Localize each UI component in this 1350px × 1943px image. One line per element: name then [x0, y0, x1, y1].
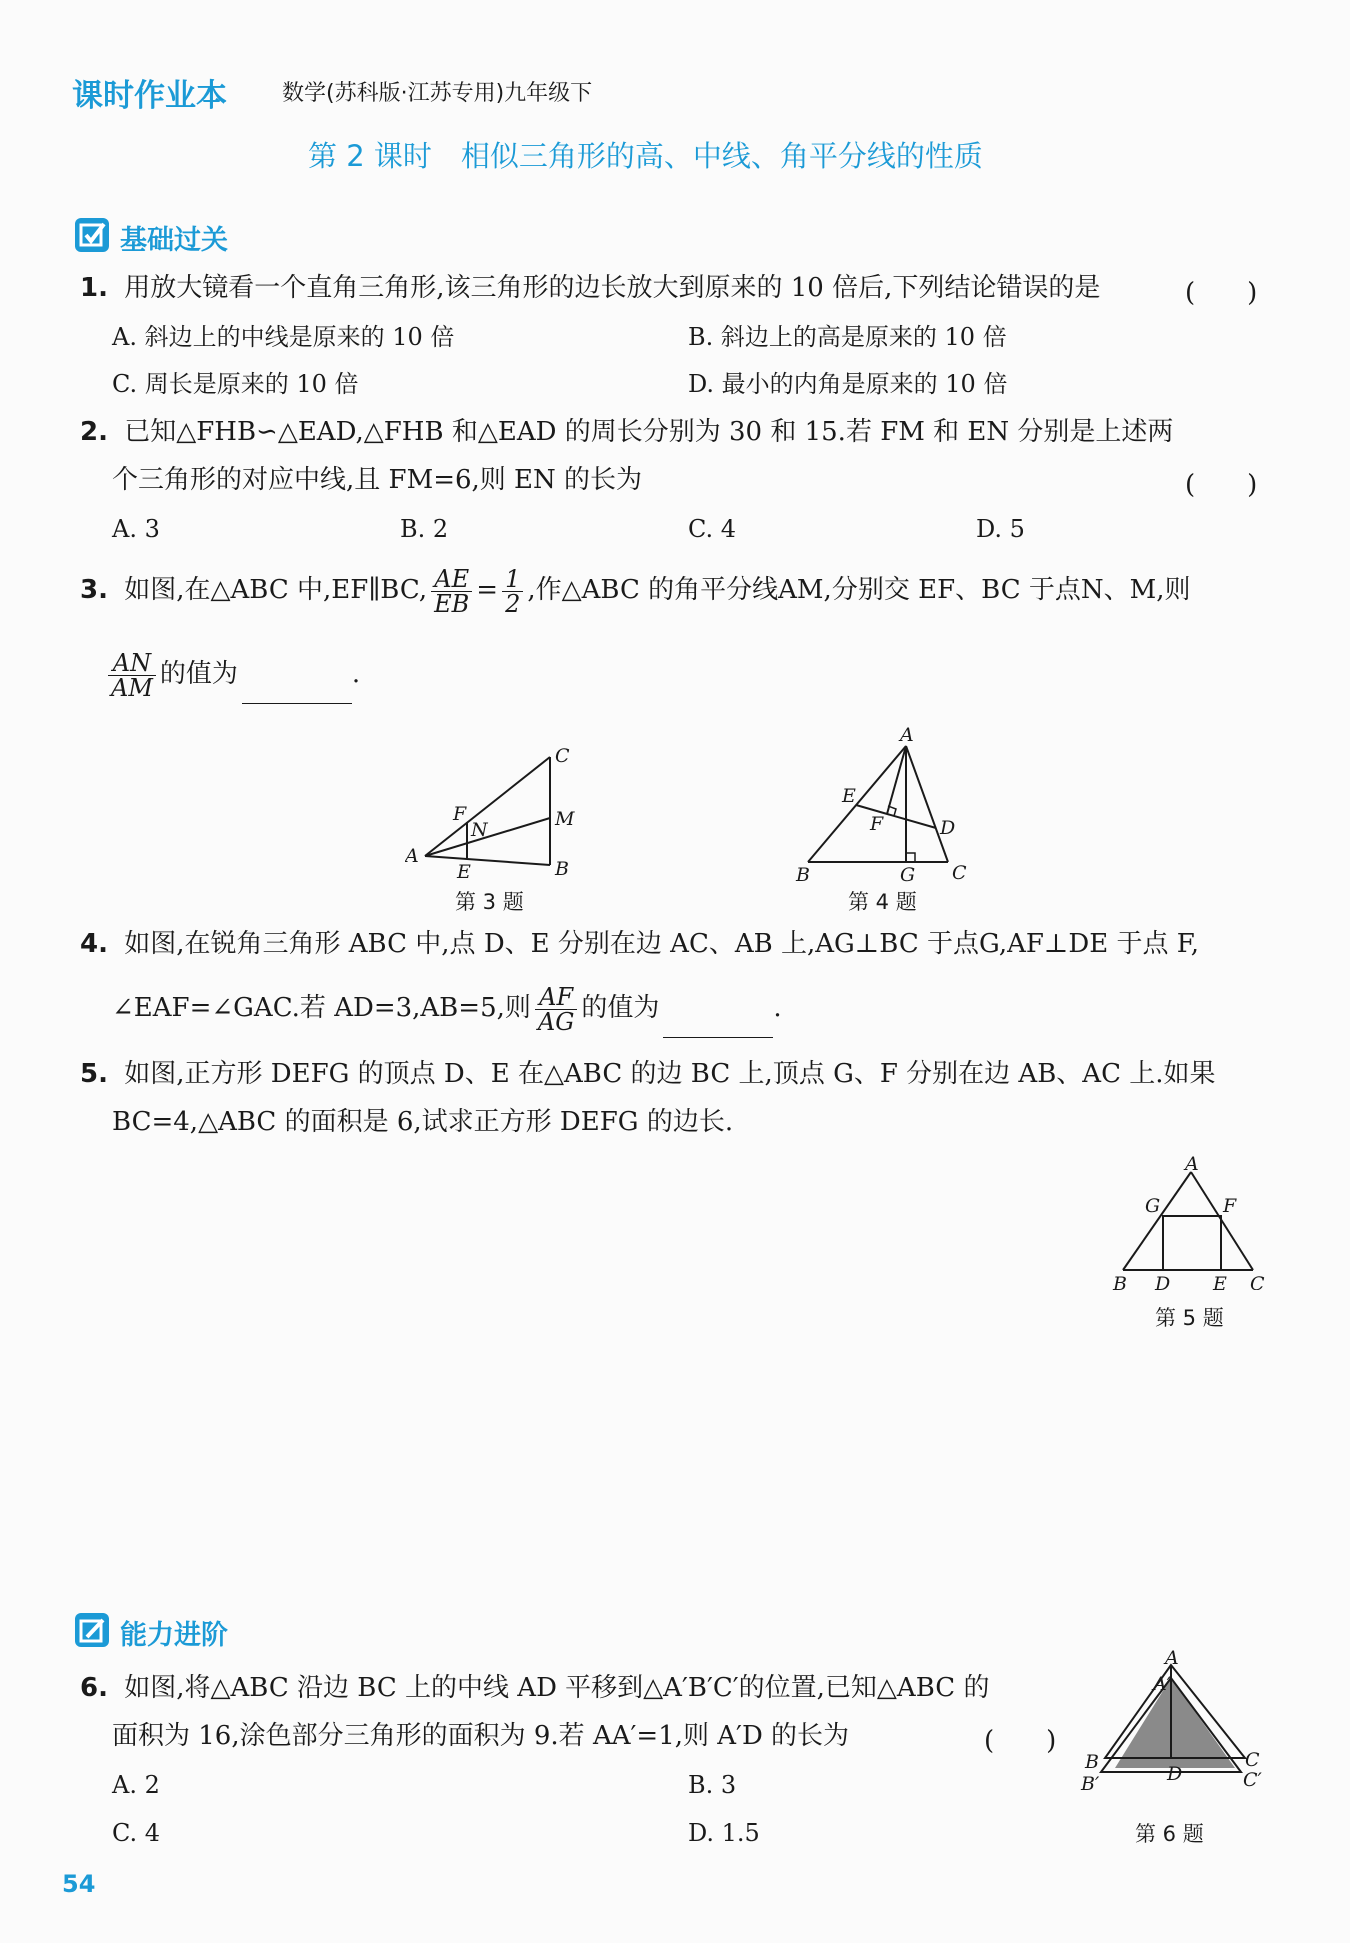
question-4-line2: ∠EAF=∠GAC.若 AD=3,AB=5,则 $\frac{AF}{AG}$ 的值为 . — [112, 978, 782, 1038]
question-6 — [80, 1670, 989, 1706]
option-c: C. 4 — [112, 1819, 161, 1847]
figure-5 — [1105, 1150, 1265, 1290]
label-c: C — [555, 745, 570, 767]
question-text: 如图,在△ABC 中,EF∥BC, — [124, 575, 428, 605]
label-a: A — [405, 845, 419, 867]
figure-6 — [1075, 1650, 1275, 1820]
question-text: 已知△FHB∽△EAD,△FHB 和△EAD 的周长分别为 30 和 15.若 FM 和 EN 分别是上述两 — [124, 417, 1174, 447]
label-b: B — [555, 858, 569, 880]
question-5 — [80, 1056, 1216, 1092]
label-c: C — [1245, 1749, 1260, 1771]
option-a: A. 2 — [112, 1771, 160, 1799]
label-a: A — [1185, 1153, 1199, 1175]
label-d: D — [1155, 1273, 1171, 1290]
question-1 — [80, 270, 1100, 306]
subject-title: 数学(苏科版·江苏专用)九年级下 — [282, 81, 593, 106]
label-f: F — [870, 813, 884, 835]
label-c-prime: C′ — [1243, 1769, 1262, 1791]
label-b: B — [796, 864, 810, 886]
figure-5-caption: 第 5 题 — [1155, 1306, 1224, 1330]
option-d: D. 最小的内角是原来的 10 倍 — [688, 370, 1008, 398]
label-m: M — [555, 808, 575, 830]
page-number: 54 — [62, 1870, 96, 1898]
option-d: D. 1.5 — [688, 1819, 760, 1847]
question-4 — [80, 926, 1199, 962]
label-c: C — [952, 862, 967, 884]
question-number: 3. — [80, 575, 108, 605]
option-b: B. 斜边上的高是原来的 10 倍 — [688, 323, 1007, 351]
figure-4 — [790, 726, 980, 886]
label-g: G — [900, 864, 916, 886]
label-e: E — [842, 785, 856, 807]
fraction-ae-eb: $\frac{AE}{EB}$ — [431, 567, 472, 616]
label-n: N — [471, 819, 488, 841]
figure-3 — [405, 740, 595, 890]
section-basic-title: 基础过关 — [120, 225, 228, 256]
figure-3-caption: 第 3 题 — [455, 890, 524, 914]
question-2 — [80, 414, 1173, 450]
option-b: B. 2 — [400, 515, 449, 543]
label-a: A — [1165, 1650, 1179, 1669]
label-b: B — [1113, 1273, 1127, 1290]
question-text: 如图,在锐角三角形 ABC 中,点 D、E 分别在边 AC、AB 上,AG⊥BC 于点G,AF⊥DE 于点 F, — [124, 929, 1199, 959]
question-number: 4. — [80, 929, 108, 959]
label-b-prime: B′ — [1081, 1773, 1100, 1795]
answer-paren: ( ) — [984, 1726, 1057, 1756]
question-text: 用放大镜看一个直角三角形,该三角形的边长放大到原来的 10 倍后,下列结论错误的是 — [124, 273, 1101, 303]
answer-paren: ( ) — [1185, 278, 1258, 308]
answer-blank[interactable] — [663, 1013, 773, 1038]
option-c: C. 4 — [688, 515, 737, 543]
question-3: 3. 如图,在△ABC 中,EF∥BC, $\frac{AE}{EB}$ = $\frac{1}{2}$ ,作△ABC 的角平分线AM,分别交 EF、BC 于点N、M,则 — [80, 564, 1191, 618]
option-d: D. 5 — [976, 515, 1025, 543]
label-e: E — [457, 861, 471, 883]
question-6-line2: 面积为 16,涂色部分三角形的面积为 9.若 AA′=1,则 A′D 的长为 — [112, 1721, 850, 1751]
checkbox-icon — [75, 218, 109, 252]
option-c: C. 周长是原来的 10 倍 — [112, 370, 359, 398]
label-d: D — [1167, 1763, 1183, 1785]
question-3-line2: $\frac{AN}{AM}$ 的值为 . — [108, 644, 360, 704]
label-g: G — [1145, 1195, 1161, 1217]
fraction-an-am: $\frac{AN}{AM}$ — [108, 651, 156, 700]
answer-paren: ( ) — [1185, 470, 1258, 500]
option-a: A. 3 — [112, 515, 160, 543]
lesson-title: 第 2 课时 相似三角形的高、中线、角平分线的性质 — [308, 139, 983, 173]
pencil-icon — [75, 1613, 109, 1647]
fraction-af-ag: $\frac{AF}{AG}$ — [535, 985, 578, 1034]
label-a: A — [900, 726, 914, 746]
label-b: B — [1085, 1751, 1099, 1773]
option-a: A. 斜边上的中线是原来的 10 倍 — [112, 323, 455, 351]
label-a-prime: A′ — [1153, 1673, 1172, 1695]
label-f: F — [1223, 1195, 1237, 1217]
option-b: B. 3 — [688, 1771, 737, 1799]
figure-4-caption: 第 4 题 — [848, 890, 917, 914]
question-text: 如图,将△ABC 沿边 BC 上的中线 AD 平移到△A′B′C′的位置,已知△ABC 的 — [124, 1673, 990, 1703]
question-number: 1. — [80, 273, 108, 303]
logo: 课时作业本 — [72, 78, 227, 114]
question-number: 2. — [80, 417, 108, 447]
fraction-half: $\frac{1}{2}$ — [502, 567, 523, 616]
question-2-line2: 个三角形的对应中线,且 FM=6,则 EN 的长为 — [112, 465, 643, 495]
question-number: 5. — [80, 1059, 108, 1089]
question-text: 如图,正方形 DEFG 的顶点 D、E 在△ABC 的边 BC 上,顶点 G、F 分别在边 AB、AC 上.如果 — [124, 1059, 1216, 1089]
question-5-line2: BC=4,△ABC 的面积是 6,试求正方形 DEFG 的边长. — [112, 1107, 734, 1137]
label-f: F — [453, 803, 467, 825]
figure-6-caption: 第 6 题 — [1135, 1822, 1204, 1846]
question-number: 6. — [80, 1673, 108, 1703]
answer-blank[interactable] — [242, 679, 352, 704]
label-c: C — [1250, 1273, 1265, 1290]
section-advanced-title: 能力进阶 — [120, 1620, 228, 1651]
label-d: D — [940, 817, 956, 839]
label-e: E — [1213, 1273, 1227, 1290]
